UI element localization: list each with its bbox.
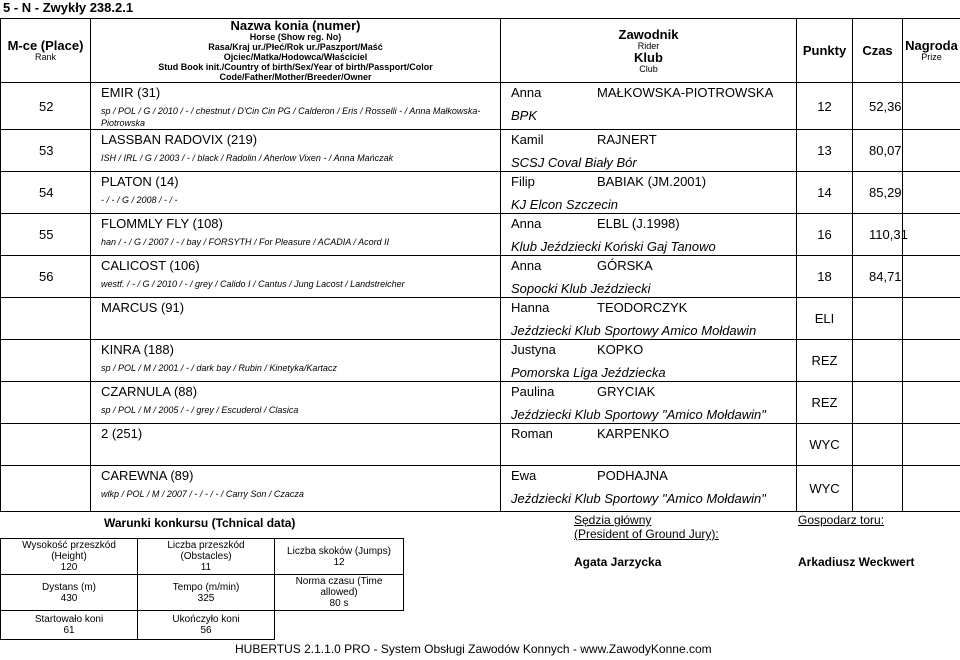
time-cell bbox=[853, 340, 903, 382]
prize-cell bbox=[903, 466, 960, 512]
rider-cell bbox=[501, 256, 797, 298]
table-row bbox=[1, 83, 960, 130]
horse-info: sp / POL / M / 2001 / - / dark bay / Rubin / Kinetyka/Kartacz bbox=[101, 363, 337, 373]
time-cell bbox=[853, 298, 903, 340]
rider-first-name: Justyna bbox=[511, 342, 556, 357]
rank-cell bbox=[1, 298, 91, 340]
horse-info: han / - / G / 2007 / - / bay / FORSYTH / For Pleasure / ACADIA / Acord II bbox=[101, 237, 390, 247]
rank-cell bbox=[1, 466, 91, 512]
horse-cell bbox=[91, 382, 501, 424]
horse-cell bbox=[91, 172, 501, 214]
points-cell: 16 bbox=[797, 214, 853, 256]
points-header: Punkty bbox=[797, 19, 853, 83]
footer: HUBERTUS 2.1.1.0 PRO - System Obsługi Zawodów Konnych - www.ZawodyKonne.com bbox=[235, 642, 712, 656]
horse-cell bbox=[91, 340, 501, 382]
prize-cell bbox=[903, 256, 960, 298]
time-norm-value: 80 s bbox=[329, 598, 349, 609]
prize-header: Nagroda Prize bbox=[903, 19, 960, 83]
rider-first-name: Hanna bbox=[511, 300, 550, 315]
height-label: Wysokość przeszkód (Height) bbox=[22, 540, 116, 562]
time-cell: 85,29 bbox=[853, 172, 903, 214]
club-name: Jeździecki Klub Sportowy "Amico Mołdawin" bbox=[511, 491, 766, 506]
club-name: Sopocki Klub Jeździecki bbox=[511, 281, 651, 296]
rider-last-name: TEODORCZYK bbox=[597, 300, 688, 315]
finished-label: Ukończyło koni bbox=[172, 614, 240, 625]
horse-info: westf. / - / G / 2010 / - / grey / Calido I / Cantus / Jung Lacost / Landstreicher bbox=[101, 279, 405, 289]
horse-name: CZARNULA (88) bbox=[101, 384, 198, 399]
started-value: 61 bbox=[63, 625, 75, 636]
rider-last-name: RAJNERT bbox=[597, 132, 657, 147]
table-row bbox=[1, 256, 960, 298]
table-row bbox=[1, 172, 960, 214]
rank-cell bbox=[1, 424, 91, 466]
rider-last-name: PODHAJNA bbox=[597, 468, 668, 483]
club-name: Klub Jeździecki Koński Gaj Tanowo bbox=[511, 239, 716, 254]
horse-name: KINRA (188) bbox=[101, 342, 174, 357]
rider-first-name: Anna bbox=[511, 216, 542, 231]
rider-last-name: BABIAK (JM.2001) bbox=[597, 174, 707, 189]
points-cell: WYC bbox=[797, 424, 853, 466]
time-cell bbox=[853, 466, 903, 512]
rider-first-name: Filip bbox=[511, 174, 535, 189]
conditions-title: Warunki konkursu (Tchnical data) bbox=[104, 516, 296, 530]
prize-cell bbox=[903, 424, 960, 466]
rank-header: M-ce (Place) Rank bbox=[1, 19, 91, 83]
judge-label-en: (President of Ground Jury): bbox=[574, 527, 719, 541]
table-row bbox=[1, 130, 960, 172]
prize-cell bbox=[903, 214, 960, 256]
obstacles-label: Liczba przeszkód (Obstacles) bbox=[167, 540, 245, 562]
prize-cell bbox=[903, 340, 960, 382]
horse-cell bbox=[91, 298, 501, 340]
tempo-value: 325 bbox=[197, 592, 215, 604]
height-value: 120 bbox=[60, 562, 78, 573]
jumps-label: Liczba skoków (Jumps) bbox=[287, 545, 391, 557]
time-cell bbox=[853, 382, 903, 424]
rider-cell bbox=[501, 172, 797, 214]
conditions-table bbox=[0, 538, 404, 640]
rank-cell bbox=[1, 382, 91, 424]
tempo-label: Tempo (m/min) bbox=[172, 581, 240, 593]
rider-first-name: Anna bbox=[511, 258, 542, 273]
horse-cell bbox=[91, 83, 501, 130]
host-name: Arkadiusz Weckwert bbox=[798, 555, 915, 569]
table-header-row bbox=[1, 19, 960, 83]
horse-cell bbox=[91, 214, 501, 256]
prize-cell bbox=[903, 382, 960, 424]
horse-name: LASSBAN RADOVIX (219) bbox=[101, 132, 258, 147]
results-table bbox=[0, 18, 960, 512]
table-row bbox=[1, 424, 960, 466]
rider-cell bbox=[501, 214, 797, 256]
rider-last-name: GRYCIAK bbox=[597, 384, 656, 399]
prize-cell bbox=[903, 83, 960, 130]
horse-info: wlkp / POL / M / 2007 / - / - / - / Carry Son / Czacza bbox=[101, 489, 304, 499]
time-cell: 52,36 bbox=[853, 83, 903, 130]
rider-last-name: KARPENKO bbox=[597, 426, 670, 441]
club-name: BPK bbox=[511, 108, 538, 123]
finished-value: 56 bbox=[200, 625, 212, 636]
rider-cell bbox=[501, 298, 797, 340]
rider-first-name: Paulina bbox=[511, 384, 555, 399]
club-name: KJ Elcon Szczecin bbox=[511, 197, 618, 212]
horse-cell bbox=[91, 424, 501, 466]
club-name: Pomorska Liga Jeździecka bbox=[511, 365, 666, 380]
table-row bbox=[1, 466, 960, 512]
points-cell: 13 bbox=[797, 130, 853, 172]
time-cell bbox=[853, 424, 903, 466]
distance-value: 430 bbox=[60, 592, 78, 604]
rider-cell bbox=[501, 466, 797, 512]
obstacles-value: 11 bbox=[200, 562, 212, 573]
judge-block bbox=[574, 513, 719, 569]
time-cell: 110,31 bbox=[853, 214, 903, 256]
horse-info: - / - / G / 2008 / - / - bbox=[101, 195, 178, 205]
started-label: Startowało koni bbox=[34, 614, 104, 625]
time-cell: 84,71 bbox=[853, 256, 903, 298]
points-cell: REZ bbox=[797, 340, 853, 382]
horse-info: ISH / IRL / G / 2003 / - / black / Radolin / Aherlow Vixen - / Anna Mańczak bbox=[101, 153, 394, 163]
rank-cell: 53 bbox=[1, 130, 91, 172]
rank-cell: 56 bbox=[1, 256, 91, 298]
table-row bbox=[1, 298, 960, 340]
club-name: Jeździecki Klub Sportowy "Amico Mołdawin" bbox=[511, 407, 766, 422]
horse-info: sp / POL / G / 2010 / - / chestnut / D'Cin Cin PG / Calderon / Eris / Rosselli - / Anna Małkowska-Piotrowska bbox=[101, 106, 481, 128]
horse-cell bbox=[91, 256, 501, 298]
host-label: Gospodarz toru: bbox=[798, 513, 885, 527]
rider-first-name: Kamil bbox=[511, 132, 544, 147]
table-row bbox=[1, 214, 960, 256]
points-cell: 12 bbox=[797, 83, 853, 130]
rider-first-name: Ewa bbox=[511, 468, 537, 483]
rider-cell bbox=[501, 424, 797, 466]
prize-cell bbox=[903, 298, 960, 340]
rider-cell bbox=[501, 382, 797, 424]
rider-last-name: ELBL (J.1998) bbox=[597, 216, 680, 231]
jumps-value: 12 bbox=[333, 556, 345, 568]
horse-name: 2 (251) bbox=[101, 426, 143, 441]
horse-name: MARCUS (91) bbox=[101, 300, 185, 315]
judge-label: Sędzia główny bbox=[574, 513, 652, 527]
horse-info: sp / POL / M / 2005 / - / grey / Escuderol / Clasica bbox=[101, 405, 299, 415]
rider-first-name: Roman bbox=[511, 426, 553, 441]
points-cell: 18 bbox=[797, 256, 853, 298]
rank-cell: 55 bbox=[1, 214, 91, 256]
points-cell: 14 bbox=[797, 172, 853, 214]
table-row bbox=[1, 340, 960, 382]
host-block bbox=[798, 513, 915, 569]
time-header: Czas bbox=[853, 19, 903, 83]
points-cell: ELI bbox=[797, 298, 853, 340]
horse-name: CALICOST (106) bbox=[101, 258, 200, 273]
rider-last-name: GÓRSKA bbox=[597, 258, 653, 273]
horse-name: PLATON (14) bbox=[101, 174, 179, 189]
rank-cell: 52 bbox=[1, 83, 91, 130]
points-cell: WYC bbox=[797, 466, 853, 512]
rank-cell: 54 bbox=[1, 172, 91, 214]
distance-label: Dystans (m) bbox=[42, 581, 96, 593]
rider-header: Zawodnik Rider Klub Club bbox=[501, 19, 797, 83]
table-row bbox=[1, 382, 960, 424]
horse-name: CAREWNA (89) bbox=[101, 468, 194, 483]
rider-last-name: MAŁKOWSKA-PIOTROWSKA bbox=[597, 85, 774, 100]
club-name: Jeździecki Klub Sportowy Amico Mołdawin bbox=[511, 323, 757, 338]
rider-cell bbox=[501, 83, 797, 130]
horse-cell bbox=[91, 130, 501, 172]
horse-name: FLOMMLY FLY (108) bbox=[101, 216, 223, 231]
rank-cell bbox=[1, 340, 91, 382]
rider-first-name: Anna bbox=[511, 85, 542, 100]
rider-last-name: KOPKO bbox=[597, 342, 644, 357]
points-cell: REZ bbox=[797, 382, 853, 424]
judge-name: Agata Jarzycka bbox=[574, 555, 662, 569]
club-name: SCSJ Coval Biały Bór bbox=[511, 155, 637, 170]
time-norm-label: Norma czasu (Time allowed) bbox=[295, 576, 383, 598]
horse-header: Nazwa konia (numer) Horse (Show reg. No) Rasa/Kraj ur./Płeć/Rok ur./Paszport/Maść Ojciec/Matka/Hodowca/Właściciel Stud Book init./Country of birth/Sex/Year of birth/Passport/Color Code/Father/Mother/Breeder/Owner bbox=[91, 19, 501, 83]
rider-cell bbox=[501, 340, 797, 382]
page-title: 5 - N - Zwykły 238.2.1 bbox=[3, 0, 134, 15]
rider-cell bbox=[501, 130, 797, 172]
horse-cell bbox=[91, 466, 501, 512]
prize-cell bbox=[903, 172, 960, 214]
prize-cell bbox=[903, 130, 960, 172]
time-cell: 80,07 bbox=[853, 130, 903, 172]
horse-name: EMIR (31) bbox=[101, 85, 161, 100]
